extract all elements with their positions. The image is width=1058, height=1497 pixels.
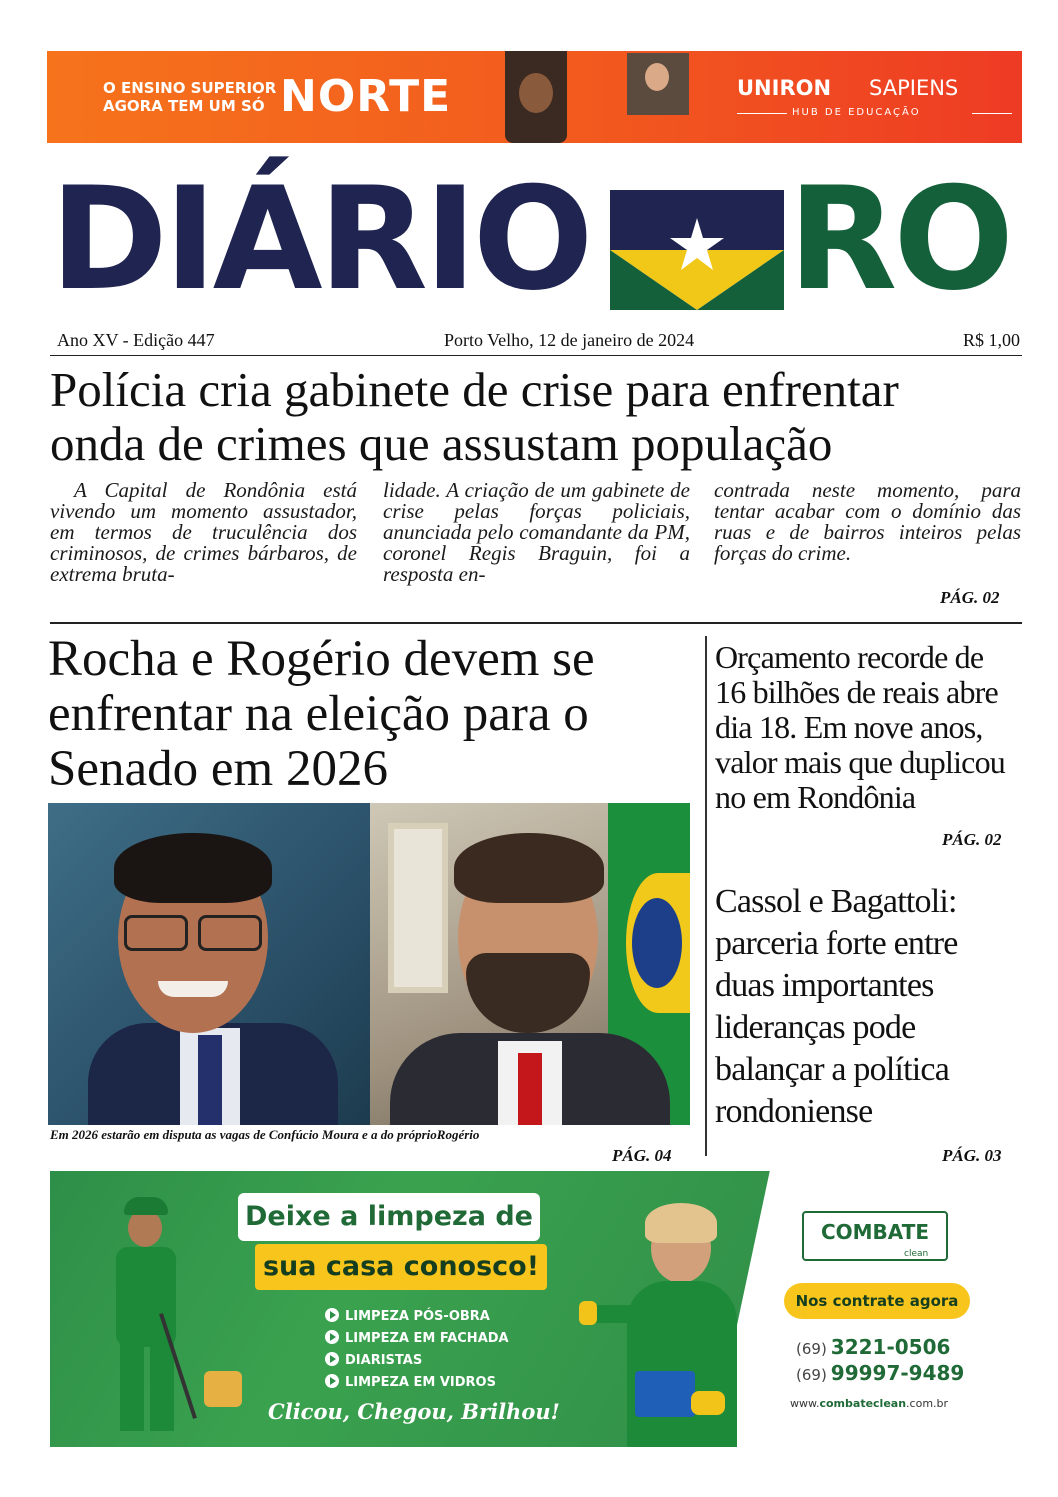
- play-bullet-icon: [325, 1308, 339, 1322]
- ad-website[interactable]: www.combateclean.com.br: [790, 1397, 949, 1410]
- story2-photos: [48, 803, 690, 1125]
- masthead-title-ro: RO: [788, 157, 1011, 322]
- edition-date: Porto Velho, 12 de janeiro de 2024: [444, 330, 695, 350]
- photo-politician-rogerio: [370, 803, 690, 1125]
- lead-headline-line1: Polícia cria gabinete de crise para enfrentar: [50, 362, 899, 417]
- side-story-budget-page-ref[interactable]: PÁG. 02: [942, 830, 1002, 849]
- ad-brand-sapiens: SAPIENS: [869, 76, 959, 100]
- edition-price: R$ 1,00: [962, 330, 1020, 350]
- ad-slogan: Clicou, Chegou, Brilhou!: [268, 1399, 560, 1424]
- ad-cleaning-woman-image: [575, 1201, 775, 1447]
- lead-body-col1: A Capital de Rondônia está vivendo um momento assustador, em termos de truculência dos criminosos, de crimes bárbaros, de extrema bruta-: [50, 478, 357, 586]
- combate-logo-sub: clean: [904, 1249, 929, 1259]
- ad-hub-rule-left: [737, 113, 787, 114]
- ad-title-line1: Deixe a limpeza de: [238, 1193, 540, 1241]
- rondonia-flag-icon: [610, 190, 784, 310]
- lead-body-col3: contrada neste momento, para tentar acabar com o domínio das ruas e de bairros inteiros pelas forças do crime.: [714, 478, 1021, 565]
- column-divider: [705, 636, 707, 1156]
- ad-phone-2[interactable]: (69) 99997-9489: [796, 1361, 965, 1385]
- ad-tagline-line2: AGORA TEM UM SÓ: [103, 97, 265, 115]
- play-bullet-icon: [325, 1330, 339, 1344]
- lead-page-ref[interactable]: PÁG. 02: [940, 588, 1000, 607]
- ad-photo-students-reading: [627, 53, 689, 115]
- ad-worker-washer-image: [80, 1191, 230, 1441]
- ad-photo-student: [505, 51, 567, 143]
- side-story-cassol[interactable]: Cassol e Bagattoli: parceria forte entre duas importantes lideranças pode balançar a política rondoniense: [715, 883, 958, 1130]
- ad-cta-button[interactable]: Nos contrate agora: [784, 1283, 970, 1319]
- edition-bar: [50, 330, 1022, 356]
- top-banner-ad[interactable]: [47, 51, 1022, 143]
- section-divider: [50, 622, 1022, 624]
- ad-tagline: [103, 79, 276, 115]
- side-story-cassol-page-ref[interactable]: PÁG. 03: [942, 1146, 1002, 1165]
- photo-politician-rocha: [48, 803, 370, 1125]
- ad-hub-rule-right: [972, 113, 1012, 114]
- edition-number: Ano XV - Edição 447: [57, 330, 215, 350]
- lead-body-col2: lidade. A criação de um gabinete de crise pelas forças policiais, anunciada pelo comandante da PM, coronel Regis Braguin, foi a resposta en-: [383, 478, 690, 586]
- story2-page-ref[interactable]: PÁG. 04: [612, 1146, 672, 1165]
- play-bullet-icon: [325, 1352, 339, 1366]
- ad-service-item: LIMPEZA EM FACHADA: [325, 1328, 509, 1350]
- lead-headline[interactable]: [50, 363, 1022, 471]
- lead-headline-line2: onda de crimes que assustam população: [50, 416, 833, 471]
- masthead-title-diario: DIÁRIO: [50, 157, 590, 322]
- ad-big-word: NORTE: [280, 71, 452, 122]
- ad-phone-1[interactable]: (69) 3221-0506: [796, 1335, 951, 1359]
- ad-brand-uniron: UNIRON: [737, 76, 832, 100]
- bottom-ad-combate-clean[interactable]: [50, 1171, 1022, 1447]
- side-story-budget[interactable]: Orçamento recorde de 16 bilhões de reais abre dia 18. Em nove anos, valor mais que duplicou no em Rondônia: [715, 639, 1005, 815]
- combate-logo: COMBATE: [802, 1211, 948, 1261]
- ad-services-list: [325, 1306, 509, 1394]
- lead-body: [50, 480, 1022, 610]
- ad-title-line2: sua casa conosco!: [255, 1244, 547, 1290]
- ad-service-item: LIMPEZA PÓS-OBRA: [325, 1306, 509, 1328]
- story2-headline[interactable]: Rocha e Rogério devem se enfrentar na eleição para o Senado em 2026: [48, 631, 595, 797]
- ad-hub-text: HUB DE EDUCAÇÃO: [792, 107, 921, 118]
- play-bullet-icon: [325, 1374, 339, 1388]
- ad-service-item: DIARISTAS: [325, 1350, 509, 1372]
- photo-caption: Em 2026 estarão em disputa as vagas de Confúcio Moura e a do próprioRogério: [50, 1127, 480, 1142]
- ad-service-item: LIMPEZA EM VIDROS: [325, 1372, 509, 1394]
- masthead: [50, 157, 1022, 322]
- ad-tagline-line1: O ENSINO SUPERIOR: [103, 79, 277, 97]
